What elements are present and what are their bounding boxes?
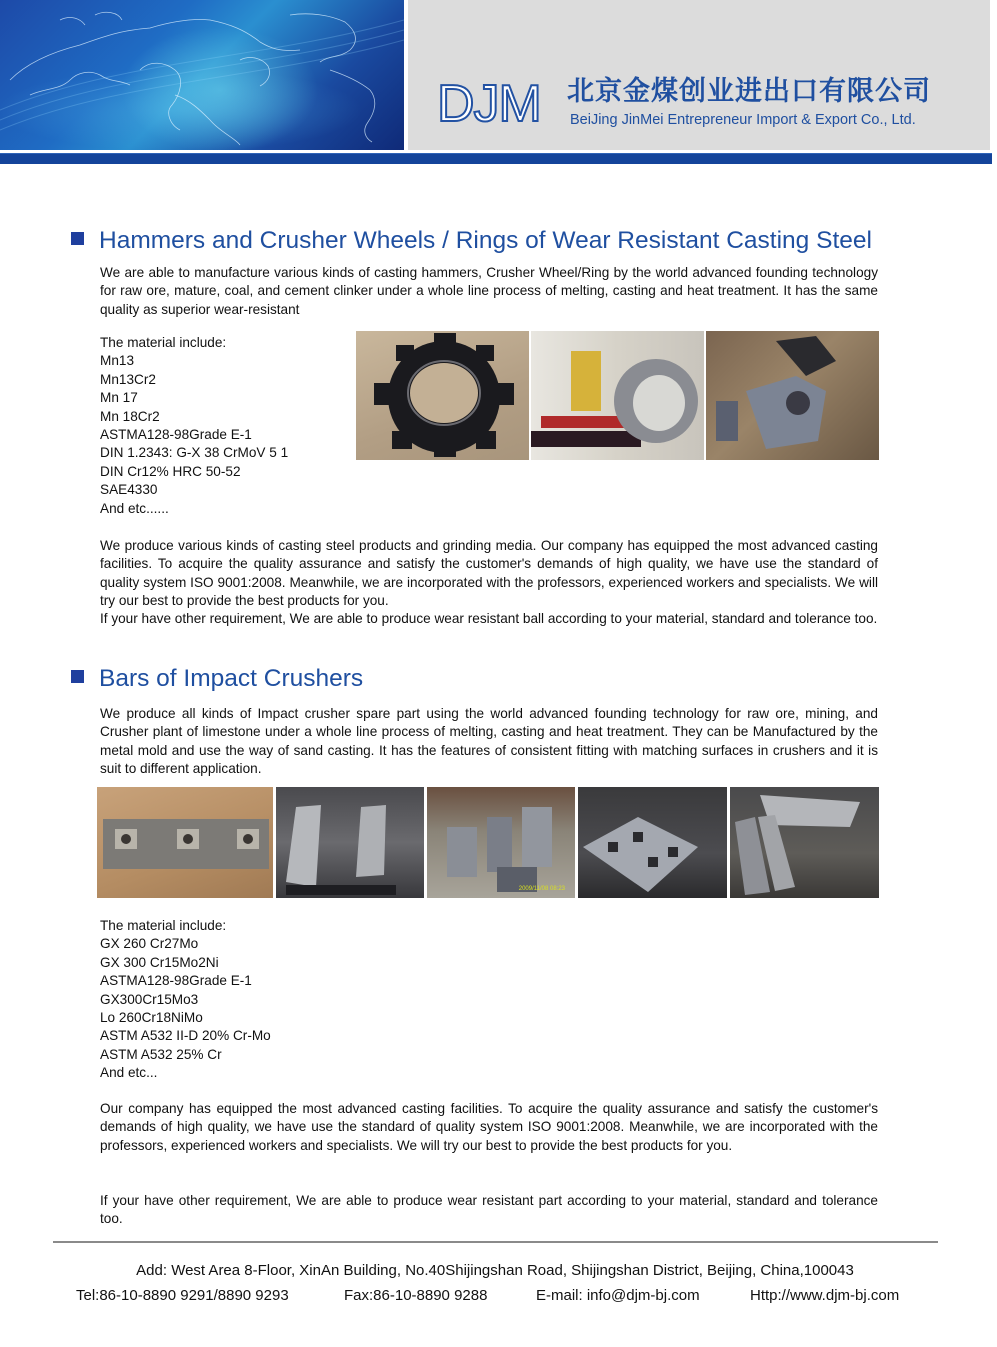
photo-blow-bar-4 xyxy=(578,787,727,898)
material-item: ASTM A532 II-D 20% Cr-Mo xyxy=(100,1028,271,1044)
material-item: DIN Cr12% HRC 50-52 xyxy=(100,463,241,479)
company-name-chinese: 北京金煤创业进出口有限公司 xyxy=(567,76,931,107)
material-item: SAE4330 xyxy=(100,482,158,498)
footer-tel: Tel:86-10-8890 9291/8890 9293 xyxy=(76,1287,289,1304)
material-item: ASTM A532 25% Cr xyxy=(100,1046,222,1062)
photo-blow-bar-5 xyxy=(730,787,879,898)
section2-body: Our company has equipped the most advanced casting facilities. To acquire the quality assurance and satisfy the customer's demands of high quality, we have use the standard of quality system ISO 9001:2008. Meanwhile, we are incorporated with the professors, experienced workers and specialists. We will try our best to provide the best products for you. xyxy=(100,1101,878,1153)
material-item: Lo 260Cr18NiMo xyxy=(100,1010,203,1026)
blow-bar-image xyxy=(578,787,727,898)
hammer-image xyxy=(706,331,879,460)
material-item: DIN 1.2343: G-X 38 CrMoV 5 1 xyxy=(100,445,289,461)
photo-crusher-wheel xyxy=(356,331,529,460)
section-title-text: Hammers and Crusher Wheels / Rings of Wear Resistant Casting Steel xyxy=(99,227,872,254)
material-item: Mn13 xyxy=(100,353,135,369)
footer-email[interactable]: E-mail: info@djm-bj.com xyxy=(536,1287,700,1304)
crusher-ring-image xyxy=(531,331,704,460)
crusher-wheel-image xyxy=(356,331,529,460)
blow-bar-image xyxy=(276,787,424,898)
section-title-hammers xyxy=(71,226,872,256)
material-item: GX 260 Cr27Mo xyxy=(100,936,199,952)
material-item: And etc... xyxy=(100,1065,158,1081)
materials-heading: The material include: xyxy=(100,918,227,933)
world-map-graphic xyxy=(0,0,404,150)
material-item: ASTMA128-98Grade E-1 xyxy=(100,427,252,443)
section2-materials-list xyxy=(100,917,271,1083)
header-world-map-banner xyxy=(0,0,404,150)
section-title-bars xyxy=(71,664,363,694)
photo-date-stamp: 2009/11/08 08:23 xyxy=(518,886,565,892)
materials-heading: The material include: xyxy=(100,335,227,350)
header-divider-bar xyxy=(0,153,992,164)
section2-intro: We produce all kinds of Impact crusher spare part using the world advanced founding technology for raw ore, mining, and Crusher plant of limestone under a whole line process of melting, casting and heat treatment. They can be Manufactured by the metal mold and use the way of sand casting. It has the features of consistent fitting with matching surfaces in crushers and it is suit to different application. xyxy=(100,706,878,777)
material-item: Mn13Cr2 xyxy=(100,371,156,387)
material-item: Mn 18Cr2 xyxy=(100,408,160,424)
footer-fax: Fax:86-10-8890 9288 xyxy=(344,1287,488,1304)
section-title-text: Bars of Impact Crushers xyxy=(99,665,364,692)
square-bullet-icon xyxy=(71,232,84,245)
material-item: And etc...... xyxy=(100,500,169,516)
photo-blow-bar-1 xyxy=(97,787,273,898)
section1-materials-list xyxy=(100,334,288,518)
section1-intro: We are able to manufacture various kinds of casting hammers, Crusher Wheel/Ring by the world advanced founding technology for raw ore, mature, coal, and cement clinker under a whole line process of melting, casting and heat treatment. It has the same quality as superior wear-resistant xyxy=(100,265,878,317)
section1-body-2: If your have other requirement, We are able to produce wear resistant ball according to your material, standard and tolerance too. xyxy=(100,611,878,626)
company-name-english: BeiJing JinMei Entrepreneur Import & Export Co., Ltd. xyxy=(570,112,916,128)
material-item: GX 300 Cr15Mo2Ni xyxy=(100,954,219,970)
blow-bar-image xyxy=(427,787,575,898)
material-item: ASTMA128-98Grade E-1 xyxy=(100,973,252,989)
blow-bar-image xyxy=(730,787,879,898)
footer-address: Add: West Area 8-Floor, XinAn Building, No.40Shijingshan Road, Shijingshan District, Beijing, China,100043 xyxy=(136,1262,854,1279)
photo-hammer xyxy=(706,331,879,460)
djm-logo: DJM xyxy=(437,75,541,133)
footer-website[interactable]: Http://www.djm-bj.com xyxy=(750,1287,900,1304)
section1-body: We produce various kinds of casting steel products and grinding media. Our company has equipped the most advanced casting facilities. To acquire the quality assurance and satisfy the customer's demands of high quality, we have use the standard of quality system ISO 9001:2008. Meanwhile, we are incorporated with the professors, experienced workers and specialists. We will try our best to provide the best products for you. xyxy=(100,538,878,609)
footer-divider xyxy=(53,1241,938,1243)
material-item: GX300Cr15Mo3 xyxy=(100,991,199,1007)
photo-blow-bar-3 xyxy=(427,787,575,898)
blow-bar-image xyxy=(97,787,273,898)
material-item: Mn 17 xyxy=(100,390,138,406)
photo-blow-bar-2 xyxy=(276,787,424,898)
square-bullet-icon xyxy=(71,670,84,683)
photo-crusher-ring xyxy=(531,331,704,460)
section2-body-2: If your have other requirement, We are able to produce wear resistant part according to your material, standard and tolerance too. xyxy=(100,1193,878,1227)
